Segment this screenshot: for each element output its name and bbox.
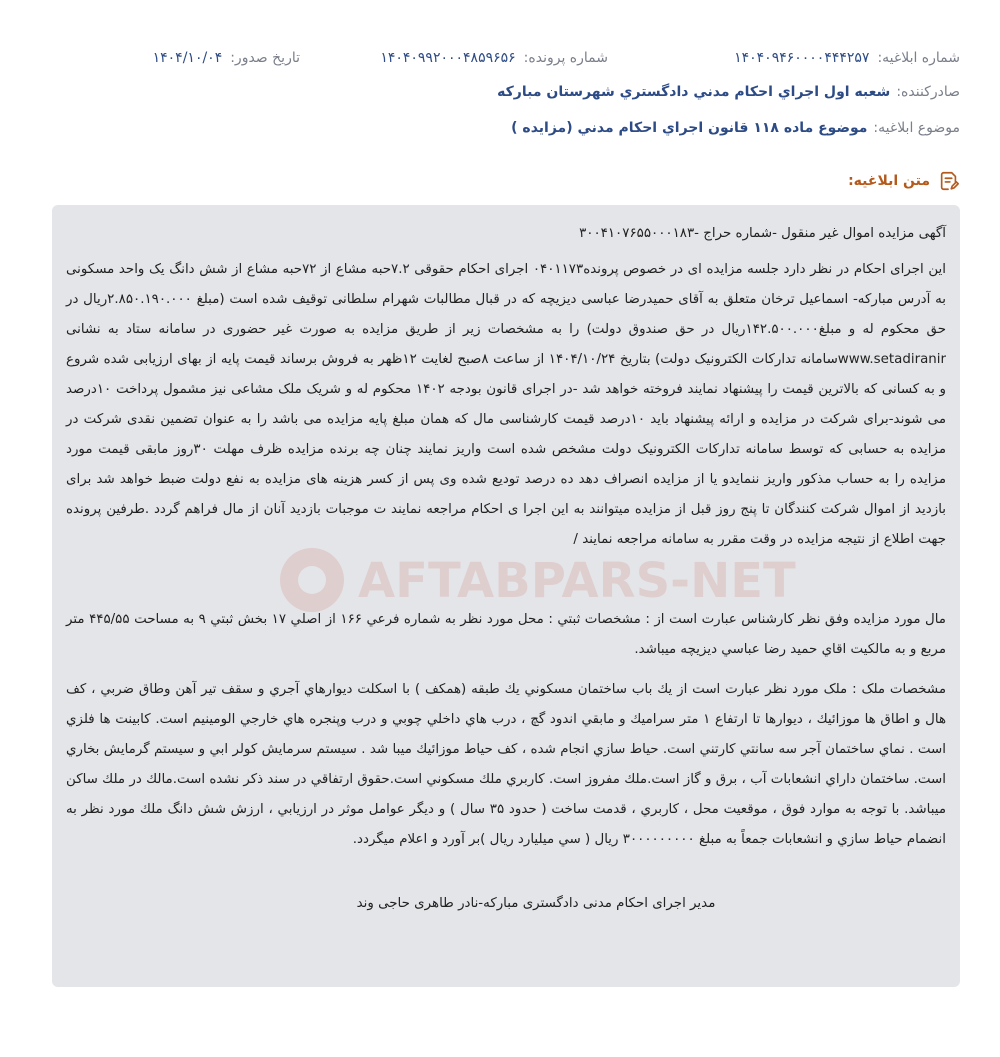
document-edit-icon	[938, 170, 960, 192]
issuer-row	[40, 84, 960, 100]
property-specs-paragraph: مشخصات ملک : ملک مورد نظر عبارت است از يك باب ساختمان مسکوني يك طبقه (همکف ) با اسکلت ديوارهاي آجري و سقف تير آهن وطاق ضربي ، کف هال و اطاق ها موزائيك ، ديوارها تا ارتفاع ۱ متر سراميك و مابقي اندود گچ ، درب هاي داخلي چوبي و درب وپنجره هاي خارجي الومينيم است. کابينت ها فلزي است . نماي ساختمان آجر سه سانتي کارتني است. حياط سازي انجام شده ، کف حياط موزائيك ميبا شد . سيستم سرمايش کولر ابي و سيستم گرمايش بخاري است. ساختمان داراي انشعابات آب ، برق و گاز است.ملك مفروز است. کاربري ملك مسکوني است.حقوق ارتفاقي در سند ذکر نشده است.مالك در ملك ساکن ميباشد. با توجه به موارد فوق ، موقعيت محل ، کاربري ، قدمت ساخت ( حدود ۳۵ سال ) و ديگر عوامل موثر در ارزيابي ، ارزش شش دانگ ملك مورد نظر به انضمام حياط سازي و انشعابات جمعاً به مبلغ ۳۰۰۰۰۰۰۰۰۰ ريال ( سي ميليارد ريال )بر آورد و اعلام ميگردد.	[66, 682, 947, 847]
signature-line: مدیر اجرای احکام مدنی دادگستری مبارکه-نادر طاهری حاجی وند	[356, 896, 716, 911]
notice-text-heading	[848, 170, 960, 192]
case-number-label: شماره پرونده:	[523, 50, 608, 66]
issue-date	[153, 50, 300, 66]
issue-date-value: ۱۴۰۴/۱۰/۰۴	[152, 50, 223, 66]
notice-content-box	[52, 205, 960, 987]
case-number-value: ۱۴۰۴۰۹۹۲۰۰۰۴۸۵۹۶۵۶	[380, 50, 516, 66]
subject-label: موضوع ابلاغیه:	[873, 120, 960, 136]
issuer-value: شعبه اول اجراي احکام مدني دادگستري شهرستان مبارکه	[497, 84, 891, 100]
issuer-label: صادرکننده:	[896, 84, 960, 100]
auction-main-paragraph: این اجرای احکام در نظر دارد جلسه مزایده ای در خصوص پرونده۰۴۰۱۱۷۳ اجرای احکام حقوقی ۷.۲حبه مشاع از ۷۲حبه مشاع از شش دانگ یک واحد مسکونی به آدرس مبارکه- اسماعیل ترخان متعلق به آقای حمیدرضا عباسی دیزیچه که در قبال مطالبات شهرام سلطانی توقیف شده است (مبلغ ۲.۸۵۰.۱۹۰.۰۰۰ریال در حق محکوم له و مبلغ۱۴۲.۵۰۰.۰۰۰ریال در حق صندوق دولت) را به مشخصات زیر از طریق مزایده به صورت غیر حضوری در سامانه ستاد به نشانی www.setadiranirسامانه تدارکات الکترونیک دولت) بتاریخ ۱۴۰۴/۱۰/۲۴ از ساعت ۸صبح لغایت ۱۲ظهر به فروش برساند قیمت پایه از بهای ارزیابی شده شروع و به کسانی که بالاترین قیمت را پیشنهاد نمایند فروخته خواهد شد -در اجرای قانون بودجه ۱۴۰۲ محکوم له و شریک ملک مشاعی نیز مشمول پرداخت ۱۰درصد می شوند-برای شرکت در مزایده و ارائه پیشنهاد باید ۱۰درصد قیمت کارشناسی مال که همان مبلغ پایه مزایده می باشد را به عنوان تضمین نقدی شرکت در مزایده به حسابی که توسط سامانه تدارکات الکترونیک دولت مشخص شده است واریز نمایند چنان چه برنده مزایده ظرف مهلت ۳۰روز مابقی قیمت مورد مزایده را به حساب مذکور واریز ننمایدو یا از مزایده انصراف دهد ده درصد تودیع شده وی پس از کسر هزینه های مزایده به نفع دولت ضبط خواهد شد برای بازدید از اموال شرکت کنندگان تا پنج روز قبل از مزایده میتوانند به این اجرا ی احکام مراجعه نمایند ت موجبات بازدید آنان از مال فراهم گردد .طرفین پرونده جهت اطلاع از نتیجه مزایده در وقت مقرر به سامانه مراجعه نمایند /	[66, 262, 947, 547]
issue-date-label: تاریخ صدور:	[230, 50, 300, 66]
watermark-text: AFTABPARS-NET	[358, 553, 796, 609]
notice-number-label: شماره ابلاغیه:	[877, 50, 960, 66]
subject-value: موضوع ماده ۱۱۸ قانون اجراي احکام مدني (مزايده )	[511, 120, 868, 136]
notice-text-title: متن ابلاغیه:	[848, 173, 930, 189]
case-number	[380, 50, 608, 66]
notice-header	[40, 44, 960, 72]
notice-number-value: ۱۴۰۴۰۹۴۶۰۰۰۰۴۴۴۲۵۷	[734, 50, 870, 66]
property-registration-paragraph: مال مورد مزايده وفق نظر کارشناس عبارت است از : مشخصات ثبتي : محل مورد نظر به شماره فرعي ۱۶۶ از اصلي ۱۷ بخش ثبتي ۹ به مساحت ۴۴۵/۵۵ متر مربع و به مالکيت اقاي حميد رضا عباسي ديزيچه ميباشد.	[66, 612, 946, 657]
auction-title: آگهی مزایده اموال غیر منقول -شماره حراج -۳۰۰۴۱۰۷۶۵۵۰۰۰۱۸۳	[579, 226, 946, 241]
subject-row	[40, 120, 960, 136]
notice-number	[734, 50, 960, 66]
